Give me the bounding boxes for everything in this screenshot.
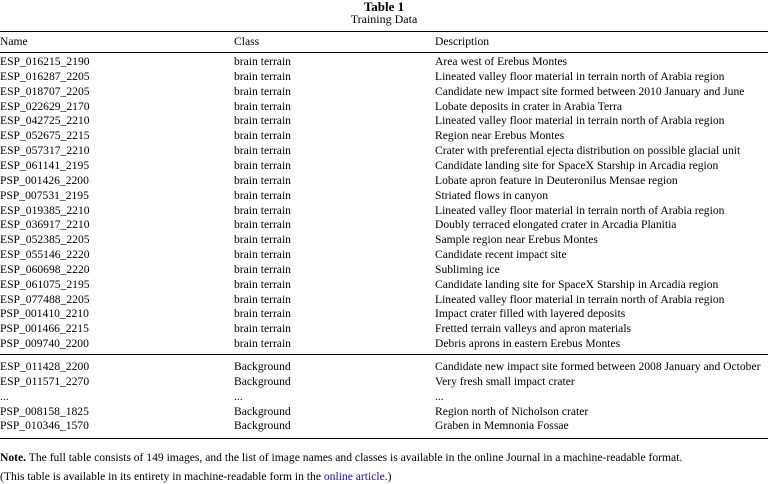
cell-description: Very fresh small impact crater (435, 374, 575, 388)
cell-class: brain terrain (234, 84, 291, 98)
cell-name: PSP_001466_2215 (0, 322, 89, 336)
cell-class: brain terrain (234, 248, 291, 262)
cell-name: ESP_022629_2170 (0, 99, 90, 113)
cell-name: ESP_011571_2270 (0, 374, 90, 388)
table-row (0, 418, 768, 433)
table-row (0, 54, 768, 69)
cell-class: brain terrain (234, 99, 291, 113)
cell-name: ESP_057317_2210 (0, 144, 90, 158)
cell-class: brain terrain (234, 218, 291, 232)
cell-name: ESP_077488_2205 (0, 292, 90, 306)
cell-name: ESP_055146_2220 (0, 248, 90, 262)
table-title: Training Data (350, 12, 418, 26)
online-article-link[interactable]: online article (323, 470, 385, 483)
cell-class: brain terrain (234, 337, 291, 351)
column-header-class: Class (234, 35, 260, 48)
cell-description: Subliming ice (435, 262, 500, 276)
cell-name: ESP_018707_2205 (0, 84, 90, 98)
cell-description: Candidate new impact site formed between 2008 January and October (435, 360, 761, 373)
cell-name: PSP_008158_1825 (0, 404, 89, 418)
cell-name: ESP_061075_2195 (0, 277, 90, 291)
table-row (0, 84, 768, 99)
table-row (0, 173, 768, 188)
cell-name: ESP_011428_2200 (0, 360, 90, 373)
cell-description: Lineated valley floor material in terrain north of Arabia region (435, 203, 725, 217)
availability-suffix: .) (384, 470, 392, 483)
cell-name: PSP_007531_2195 (0, 188, 89, 202)
table-row (0, 143, 768, 158)
table-row (0, 113, 768, 128)
cell-class: brain terrain (234, 69, 291, 83)
cell-class: brain terrain (234, 188, 291, 202)
cell-name: ESP_016215_2190 (0, 55, 90, 68)
cell-description: Candidate new impact site formed between 2010 January and June (435, 84, 745, 98)
cell-name: ESP_016287_2205 (0, 69, 90, 83)
table-row (0, 99, 768, 114)
cell-name: ESP_052385_2205 (0, 233, 90, 247)
table-row (0, 292, 768, 307)
table-row (0, 158, 768, 173)
table-row (0, 188, 768, 203)
cell-description: Lineated valley floor material in terrain north of Arabia region (435, 292, 725, 306)
table-note (0, 450, 682, 465)
table-row (0, 232, 768, 247)
cell-description: Candidate recent impact site (435, 248, 567, 262)
cell-class: brain terrain (234, 203, 291, 217)
header-row (0, 34, 768, 49)
table-row (0, 404, 768, 419)
table-row (0, 306, 768, 321)
cell-class: brain terrain (234, 144, 291, 158)
group-separator-rule (0, 354, 768, 355)
cell-description: Lobate apron feature in Deuteronilus Mensae region (435, 173, 678, 187)
table-row (0, 336, 768, 351)
cell-name: PSP_001410_2210 (0, 307, 89, 321)
cell-class: brain terrain (234, 322, 291, 336)
cell-name: ESP_052675_2215 (0, 129, 90, 143)
cell-class: brain terrain (234, 292, 291, 306)
table-row (0, 321, 768, 336)
cell-description: Crater with preferential ejecta distribution on possible glacial unit (435, 144, 741, 158)
cell-description: Lobate deposits in crater in Arabia Terra (435, 99, 622, 113)
column-header-description: Description (435, 35, 490, 48)
cell-class: Background (234, 419, 291, 433)
availability-prefix: (This table is available in its entirety in machine-readable form in the (0, 470, 324, 483)
cell-name: ESP_036917_2210 (0, 218, 90, 232)
cell-name: ESP_042725_2210 (0, 114, 90, 128)
cell-name: PSP_001426_2200 (0, 173, 89, 187)
cell-description: Area west of Erebus Montes (435, 55, 568, 68)
cell-description: Region north of Nicholson crater (435, 404, 589, 418)
table-row (0, 374, 768, 389)
cell-class: brain terrain (234, 307, 291, 321)
cell-description: Candidate landing site for SpaceX Starship in Arcadia region (435, 277, 719, 291)
cell-description: ... (435, 389, 444, 403)
availability-note (0, 469, 391, 484)
cell-description: Debris aprons in eastern Erebus Montes (435, 337, 621, 351)
cell-description: Candidate landing site for SpaceX Starship in Arcadia region (435, 158, 719, 172)
cell-class: Background (234, 404, 291, 418)
cell-class: brain terrain (234, 277, 291, 291)
cell-description: Doubly terraced elongated crater in Arcadia Planitia (435, 218, 677, 232)
table-row (0, 359, 768, 374)
table-row (0, 217, 768, 232)
cell-name: ESP_060698_2220 (0, 262, 90, 276)
cell-description: Lineated valley floor material in terrain north of Arabia region (435, 69, 725, 83)
column-header-name: Name (0, 35, 28, 48)
cell-name: ESP_061141_2195 (0, 158, 90, 172)
cell-name: PSP_009740_2200 (0, 337, 89, 351)
table-row (0, 389, 768, 404)
table-number: Table 1 (363, 0, 405, 14)
cell-class: brain terrain (234, 262, 291, 276)
cell-class: brain terrain (234, 158, 291, 172)
bottom-rule (0, 438, 768, 439)
cell-class: brain terrain (234, 233, 291, 247)
table-row (0, 262, 768, 277)
table-row (0, 247, 768, 262)
table-row (0, 69, 768, 84)
cell-description: Graben in Memnonia Fossae (435, 419, 569, 433)
cell-description: Sample region near Erebus Montes (435, 233, 598, 247)
note-text: The full table consists of 149 images, and the list of image names and classes is available in the online Journal in a machine-readable format. (26, 451, 683, 464)
table-row (0, 203, 768, 218)
header-rule (0, 52, 768, 53)
table-caption (0, 0, 768, 26)
cell-class: brain terrain (234, 114, 291, 128)
cell-class: brain terrain (234, 173, 291, 187)
top-rule (0, 31, 768, 32)
table-row (0, 128, 768, 143)
cell-name: ESP_019385_2210 (0, 203, 90, 217)
table-row (0, 277, 768, 292)
cell-description: Region near Erebus Montes (435, 129, 565, 143)
cell-class: Background (234, 360, 291, 373)
cell-class: brain terrain (234, 129, 291, 143)
cell-description: Striated flows in canyon (435, 188, 549, 202)
cell-name: PSP_010346_1570 (0, 419, 89, 433)
cell-class: ... (234, 389, 243, 403)
cell-description: Lineated valley floor material in terrain north of Arabia region (435, 114, 725, 128)
note-label: Note. (0, 451, 27, 464)
cell-class: Background (234, 374, 291, 388)
cell-class: brain terrain (234, 55, 291, 68)
cell-name: ... (0, 389, 9, 403)
cell-description: Fretted terrain valleys and apron materials (435, 322, 632, 336)
cell-description: Impact crater filled with layered deposits (435, 307, 626, 321)
